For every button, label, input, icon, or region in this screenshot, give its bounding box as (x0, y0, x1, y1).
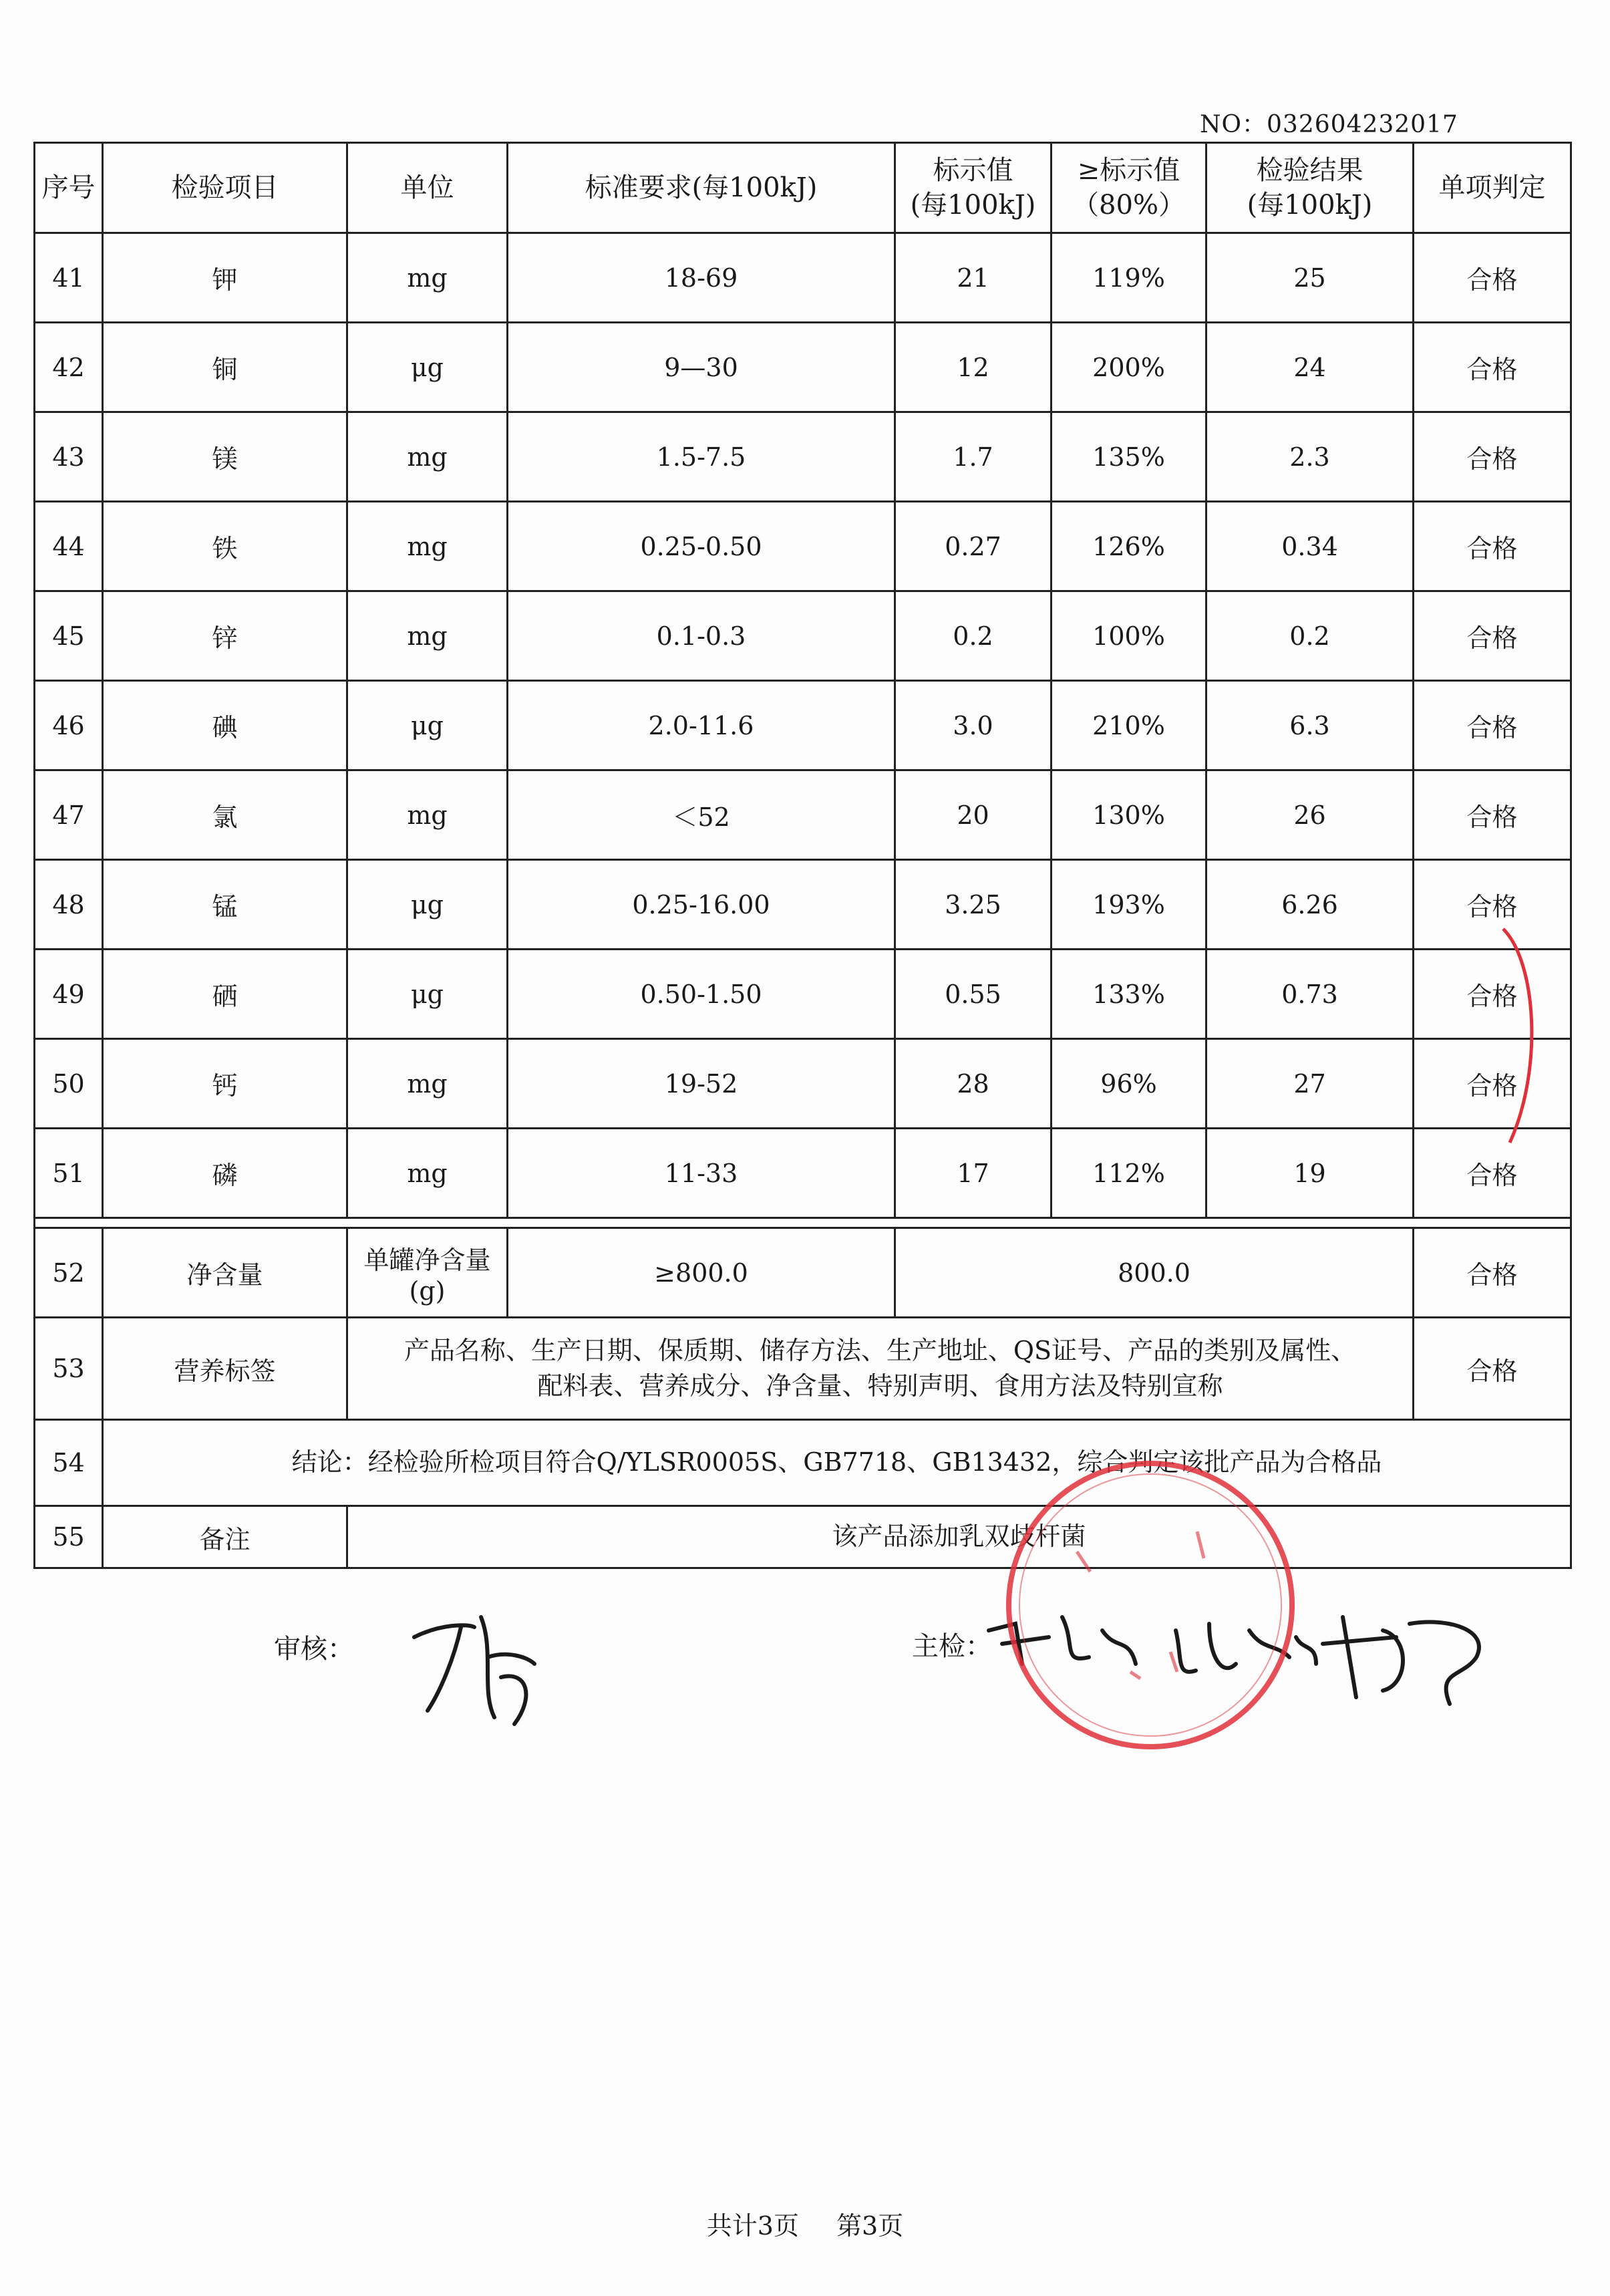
label-contents-line2: 配料表、营养成分、净含量、特别声明、食用方法及特别宣称 (537, 1371, 1223, 1401)
cell-result: 27 (1206, 1039, 1414, 1129)
cell-percent: 135% (1052, 412, 1206, 502)
cell-seq: 42 (35, 323, 103, 412)
cell-unit-line1: 单罐净含量 (363, 1246, 491, 1275)
cell-result: 24 (1206, 323, 1414, 412)
cell-seq: 41 (35, 233, 103, 323)
cell-percent: 193% (1052, 860, 1206, 950)
cell-label-value: 21 (895, 233, 1052, 323)
cell-percent: 112% (1052, 1129, 1206, 1218)
cell-seq: 52 (35, 1228, 103, 1318)
table-row-remark (35, 1506, 1571, 1568)
cell-percent: 96% (1052, 1039, 1206, 1129)
header-item: 检验项目 (103, 143, 347, 233)
cell-item: 硒 (103, 950, 347, 1039)
cell-seq: 51 (35, 1129, 103, 1218)
header-result-line1: 检验结果 (1256, 155, 1363, 186)
cell-verdict: 合格 (1414, 233, 1571, 323)
cell-verdict: 合格 (1414, 591, 1571, 681)
cell-verdict: 合格 (1414, 1039, 1571, 1129)
current-page: 第3页 (836, 2211, 904, 2241)
header-label-value-line1: 标示值 (933, 155, 1013, 186)
table-row (35, 1129, 1571, 1218)
cell-result: 6.3 (1206, 681, 1414, 770)
cell-percent: 100% (1052, 591, 1206, 681)
signature-area (0, 1577, 1610, 1777)
cell-standard: ≥800.0 (508, 1228, 895, 1318)
cell-result: 19 (1206, 1129, 1414, 1218)
cell-item: 营养标签 (103, 1318, 347, 1420)
cell-seq: 48 (35, 860, 103, 950)
table-header-row (35, 143, 1571, 233)
cell-item: 净含量 (103, 1228, 347, 1318)
cell-unit: mg (347, 1039, 508, 1129)
cell-result: 0.34 (1206, 502, 1414, 591)
table-row (35, 860, 1571, 950)
review-label: 审核： (274, 1634, 354, 1665)
cell-verdict: 合格 (1414, 1129, 1571, 1218)
cell-standard: 2.0-11.6 (508, 681, 895, 770)
cell-verdict: 合格 (1414, 770, 1571, 860)
cell-item: 镁 (103, 412, 347, 502)
cell-seq: 53 (35, 1318, 103, 1420)
cell-unit: μg (347, 323, 508, 412)
table-row (35, 233, 1571, 323)
cell-standard: 1.5-7.5 (508, 412, 895, 502)
header-result (1206, 143, 1414, 233)
header-percent-line1: ≥标示值 (1077, 155, 1180, 186)
cell-item: 铜 (103, 323, 347, 412)
cell-percent: 133% (1052, 950, 1206, 1039)
cell-seq: 50 (35, 1039, 103, 1129)
table-row-conclusion (35, 1420, 1571, 1506)
stamp-arc-fragment (1496, 922, 1550, 1149)
cell-label-value: 1.7 (895, 412, 1052, 502)
table-row (35, 323, 1571, 412)
cell-standard: 0.1-0.3 (508, 591, 895, 681)
cell-result: 800.0 (895, 1228, 1414, 1318)
cell-unit: μg (347, 681, 508, 770)
cell-result: 6.26 (1206, 860, 1414, 950)
table-row (35, 681, 1571, 770)
cell-label-value: 0.27 (895, 502, 1052, 591)
cell-seq: 44 (35, 502, 103, 591)
cell-result: 26 (1206, 770, 1414, 860)
cell-label-value: 0.2 (895, 591, 1052, 681)
cell-verdict: 合格 (1414, 860, 1571, 950)
cell-label-value: 12 (895, 323, 1052, 412)
cell-percent: 200% (1052, 323, 1206, 412)
header-percent-line2: （80%） (1072, 190, 1185, 221)
cell-unit (347, 1228, 508, 1318)
table-row (35, 1039, 1571, 1129)
cell-percent: 119% (1052, 233, 1206, 323)
cell-unit-line2: (g) (409, 1276, 446, 1306)
cell-label-value: 3.25 (895, 860, 1052, 950)
cell-label-value: 20 (895, 770, 1052, 860)
header-label-value-line2: (每100kJ) (910, 190, 1036, 221)
cell-unit: mg (347, 233, 508, 323)
cell-seq: 45 (35, 591, 103, 681)
cell-percent: 210% (1052, 681, 1206, 770)
cell-label-value: 17 (895, 1129, 1052, 1218)
cell-unit: mg (347, 591, 508, 681)
cell-standard: 9—30 (508, 323, 895, 412)
table-row (35, 591, 1571, 681)
cell-item: 磷 (103, 1129, 347, 1218)
cell-standard: 0.25-0.50 (508, 502, 895, 591)
table-row (35, 502, 1571, 591)
cell-item: 铁 (103, 502, 347, 591)
cell-unit: μg (347, 950, 508, 1039)
cell-item: 钾 (103, 233, 347, 323)
cell-verdict: 合格 (1414, 1318, 1571, 1420)
cell-item: 碘 (103, 681, 347, 770)
cell-label-value: 28 (895, 1039, 1052, 1129)
cell-item: 钙 (103, 1039, 347, 1129)
cell-verdict: 合格 (1414, 412, 1571, 502)
cell-percent: 130% (1052, 770, 1206, 860)
table-divider (35, 1218, 1571, 1228)
cell-unit: μg (347, 860, 508, 950)
cell-item: 锰 (103, 860, 347, 950)
cell-unit: mg (347, 770, 508, 860)
cell-seq: 55 (35, 1506, 103, 1568)
cell-verdict: 合格 (1414, 681, 1571, 770)
header-verdict: 单项判定 (1414, 143, 1571, 233)
cell-standard: 11-33 (508, 1129, 895, 1218)
cell-seq: 54 (35, 1420, 103, 1506)
inspection-table (33, 142, 1572, 1569)
table-row (35, 770, 1571, 860)
cell-label-value: 3.0 (895, 681, 1052, 770)
header-standard: 标准要求(每100kJ) (508, 143, 895, 233)
cell-result: 0.2 (1206, 591, 1414, 681)
cell-standard: ＜52 (508, 770, 895, 860)
cell-item: 备注 (103, 1506, 347, 1568)
cell-seq: 43 (35, 412, 103, 502)
official-seal-stamp (997, 1451, 1304, 1759)
cell-result: 2.3 (1206, 412, 1414, 502)
cell-item: 氯 (103, 770, 347, 860)
cell-result: 0.73 (1206, 950, 1414, 1039)
cell-unit: mg (347, 412, 508, 502)
cell-standard: 19-52 (508, 1039, 895, 1129)
main-inspector-label: 主检： (912, 1631, 992, 1662)
cell-seq: 46 (35, 681, 103, 770)
cell-result: 25 (1206, 233, 1414, 323)
table-row-nutrition-label (35, 1318, 1571, 1420)
header-result-line2: (每100kJ) (1247, 190, 1373, 221)
cell-verdict: 合格 (1414, 1228, 1571, 1318)
cell-unit: mg (347, 502, 508, 591)
reviewer-signature (401, 1597, 554, 1731)
cell-verdict: 合格 (1414, 950, 1571, 1039)
cell-standard: 0.25-16.00 (508, 860, 895, 950)
table-row (35, 412, 1571, 502)
header-seq: 序号 (35, 143, 103, 233)
cell-unit: mg (347, 1129, 508, 1218)
cell-verdict: 合格 (1414, 502, 1571, 591)
cell-percent: 126% (1052, 502, 1206, 591)
total-pages: 共计3页 (706, 2211, 799, 2241)
table-row (35, 950, 1571, 1039)
cell-standard: 0.50-1.50 (508, 950, 895, 1039)
cell-label-value: 0.55 (895, 950, 1052, 1039)
cell-conclusion: 结论：经检验所检项目符合Q/YLSR0005S、GB7718、GB13432，综合判定该批产品为合格品 (103, 1420, 1571, 1506)
cell-seq: 49 (35, 950, 103, 1039)
label-contents-line1: 产品名称、生产日期、保质期、储存方法、生产地址、QS证号、产品的类别及属性、 (404, 1335, 1357, 1365)
cell-standard: 18-69 (508, 233, 895, 323)
document-number: NO：032604232017 (1200, 111, 1458, 138)
cell-remark: 该产品添加乳双歧杆菌 (347, 1506, 1571, 1568)
header-label-value (895, 143, 1052, 233)
page-footer (0, 2205, 1610, 2242)
cell-item: 锌 (103, 591, 347, 681)
header-unit: 单位 (347, 143, 508, 233)
cell-label-contents (347, 1318, 1414, 1420)
header-percent (1052, 143, 1206, 233)
cell-seq: 47 (35, 770, 103, 860)
cell-verdict: 合格 (1414, 323, 1571, 412)
table-row-net-content (35, 1228, 1571, 1318)
